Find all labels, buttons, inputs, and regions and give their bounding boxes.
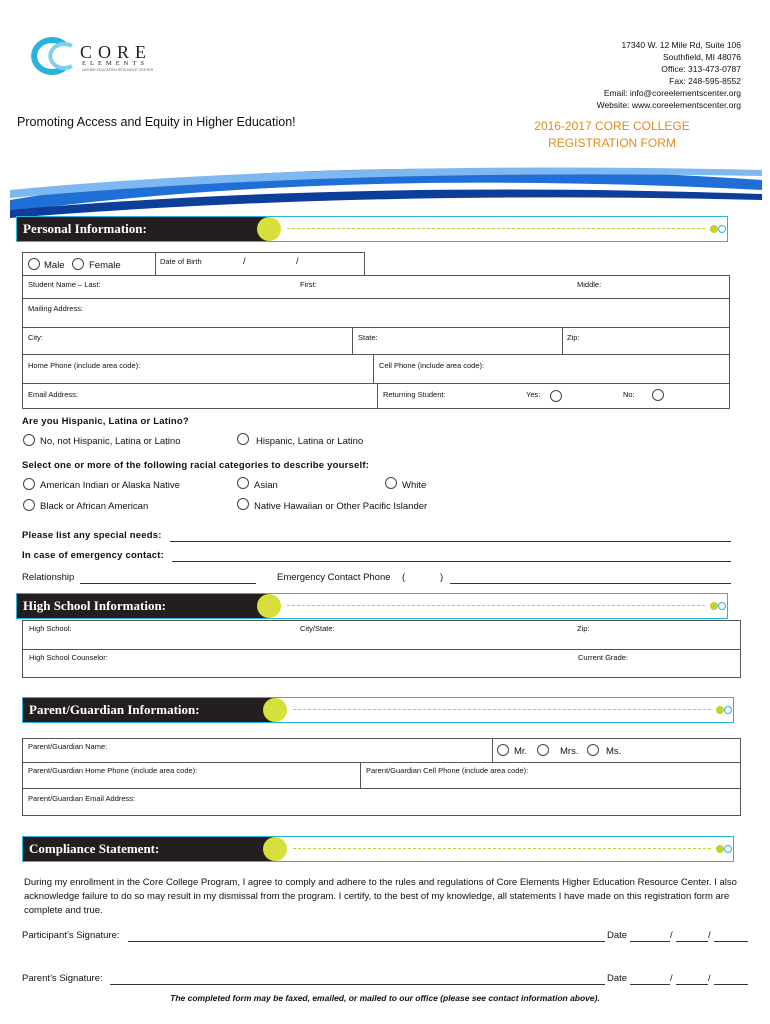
ms-label: Ms. [606, 746, 622, 757]
participant-signature-label: Participant’s Signature: [22, 930, 120, 941]
parent-cell-phone-label: Parent/Guardian Cell Phone (include area code): [366, 766, 529, 775]
hispanic-label: Hispanic, Latina or Latino [256, 436, 364, 447]
date-label: Date [607, 973, 628, 984]
logo-tagline: HIGHER EDUCATION RESOURCE CENTER [82, 68, 154, 72]
office-phone: Office: 313-473-0787 [661, 64, 741, 74]
email: Email: info@coreelementscenter.org [603, 88, 741, 98]
date-slash: / [708, 930, 711, 941]
logo-subtitle: ELEMENTS [82, 60, 148, 67]
blue-swoosh-banner [10, 160, 762, 220]
hispanic-question: Are you Hispanic, Latina or Latino? [22, 416, 189, 427]
white-radio[interactable] [385, 477, 397, 489]
returning-no-radio[interactable] [652, 389, 664, 401]
black-label: Black or African American [40, 501, 149, 512]
not-hispanic-label: No, not Hispanic, Latina or Latino [40, 436, 181, 447]
race-question: Select one or more of the following racial categories to describe yourself: [22, 460, 370, 471]
mr-radio[interactable] [497, 744, 509, 756]
mrs-label: Mrs. [560, 746, 579, 757]
mrs-radio[interactable] [537, 744, 549, 756]
date-day-line[interactable] [676, 941, 708, 942]
returning-student-label: Returning Student: [383, 390, 446, 399]
divider [360, 762, 361, 788]
compliance-text: During my enrollment in the Core College Program, I agree to comply and adhere to the rules and regulations of Core Elements Higher Education Resource Center. I also acknowledge failure to do so may result in my dismissal from the program. I certify, to the best of my knowledge, all statements I have made on this registration form are complete and true. [24, 877, 737, 916]
emergency-contact-line[interactable] [172, 561, 731, 562]
high-school-label: High School: [29, 624, 72, 633]
website: Website: www.coreelementscenter.org [596, 100, 741, 110]
section-personal-information [16, 216, 728, 242]
logo-word: CORE [80, 42, 153, 62]
city-cell[interactable] [22, 327, 353, 355]
footer-note: The completed form may be faxed, emailed, or mailed to our office (please see contact information above). [170, 993, 600, 1003]
state-label: State: [358, 333, 378, 342]
address-line: 17340 W. 12 Mile Rd, Suite 106 [621, 40, 741, 50]
mailing-address-row[interactable] [22, 298, 730, 328]
form-title [512, 118, 712, 152]
female-radio[interactable] [72, 258, 84, 270]
form-title-line-1: 2016-2017 CORE COLLEGE [534, 119, 690, 133]
fax: Fax: 248-595-8552 [669, 76, 741, 86]
divider [22, 788, 741, 789]
mr-label: Mr. [514, 746, 528, 757]
special-needs-label: Please list any special needs: [22, 530, 162, 541]
city-label: City: [28, 333, 43, 342]
date-year-line[interactable] [714, 984, 748, 985]
emergency-contact-label: In case of emergency contact: [22, 550, 165, 561]
parent-signature-label: Parent’s Signature: [22, 973, 103, 984]
not-hispanic-radio[interactable] [23, 434, 35, 446]
no-label: No: [623, 390, 635, 399]
zip-cell[interactable] [562, 327, 730, 355]
paren-close: ) [440, 572, 444, 583]
hs-zip-label: Zip: [577, 624, 590, 633]
student-name-label: Student Name – Last: [28, 280, 101, 289]
asian-label: Asian [254, 480, 278, 491]
mailing-address-label: Mailing Address: [28, 304, 84, 313]
section-title: Compliance Statement: [29, 841, 160, 856]
parent-home-phone-label: Parent/Guardian Home Phone (include area code): [28, 766, 198, 775]
section-title: Personal Information: [23, 221, 147, 236]
cell-phone-label: Cell Phone (include area code): [379, 361, 485, 370]
email-label: Email Address: [28, 390, 79, 399]
returning-yes-radio[interactable] [550, 390, 562, 402]
divider [22, 762, 741, 763]
white-label: White [402, 480, 427, 491]
dob-slash: / [243, 256, 246, 267]
special-needs-line[interactable] [170, 541, 731, 542]
native-hawaiian-label: Native Hawaiian or Other Pacific Islander [254, 501, 428, 512]
female-label: Female [89, 260, 121, 271]
city-state-label: City/State: [300, 624, 335, 633]
participant-signature-line[interactable] [128, 941, 605, 942]
yes-label: Yes: [526, 390, 541, 399]
emergency-phone-line[interactable] [450, 583, 731, 584]
address-line: Southfield, MI 48076 [663, 52, 741, 62]
dob-label: Date of Birth [160, 257, 202, 266]
home-phone-label: Home Phone (include area code): [28, 361, 141, 370]
date-day-line[interactable] [676, 984, 708, 985]
first-name-label: First: [300, 280, 317, 289]
zip-label: Zip: [567, 333, 580, 342]
date-label: Date [607, 930, 628, 941]
section-title: High School Information: [23, 598, 167, 613]
state-cell[interactable] [352, 327, 563, 355]
male-label: Male [44, 260, 65, 271]
asian-radio[interactable] [237, 477, 249, 489]
section-high-school-information [16, 593, 728, 619]
male-radio[interactable] [28, 258, 40, 270]
date-month-line[interactable] [630, 941, 670, 942]
black-radio[interactable] [23, 499, 35, 511]
paren-open: ( [402, 572, 406, 583]
relationship-line[interactable] [80, 583, 256, 584]
current-grade-label: Current Grade: [578, 653, 629, 662]
section-compliance-statement [22, 836, 734, 862]
divider [22, 649, 741, 650]
date-year-line[interactable] [714, 941, 748, 942]
date-month-line[interactable] [630, 984, 670, 985]
middle-name-label: Middle: [577, 280, 602, 289]
date-slash: / [670, 930, 673, 941]
dob-slash: / [296, 256, 299, 267]
ms-radio[interactable] [587, 744, 599, 756]
counselor-label: High School Counselor: [29, 653, 108, 662]
date-slash: / [670, 973, 673, 984]
student-name-row[interactable] [22, 275, 730, 299]
relationship-label: Relationship [22, 572, 75, 583]
parent-name-label: Parent/Guardian Name: [28, 742, 108, 751]
hispanic-radio[interactable] [237, 433, 249, 445]
emergency-phone-label: Emergency Contact Phone [277, 572, 391, 583]
contact-address [597, 39, 741, 111]
date-slash: / [708, 973, 711, 984]
form-title-line-2: REGISTRATION FORM [548, 136, 676, 150]
parent-email-label: Parent/Guardian Email Address: [28, 794, 136, 803]
american-indian-radio[interactable] [23, 478, 35, 490]
section-title: Parent/Guardian Information: [29, 702, 200, 717]
divider [492, 738, 493, 762]
tagline: Promoting Access and Equity in Higher Education! [17, 115, 296, 129]
parent-box [22, 738, 741, 816]
native-hawaiian-radio[interactable] [237, 498, 249, 510]
parent-signature-line[interactable] [110, 984, 605, 985]
american-indian-label: American Indian or Alaska Native [40, 480, 180, 491]
section-parent-guardian-information [22, 697, 734, 723]
